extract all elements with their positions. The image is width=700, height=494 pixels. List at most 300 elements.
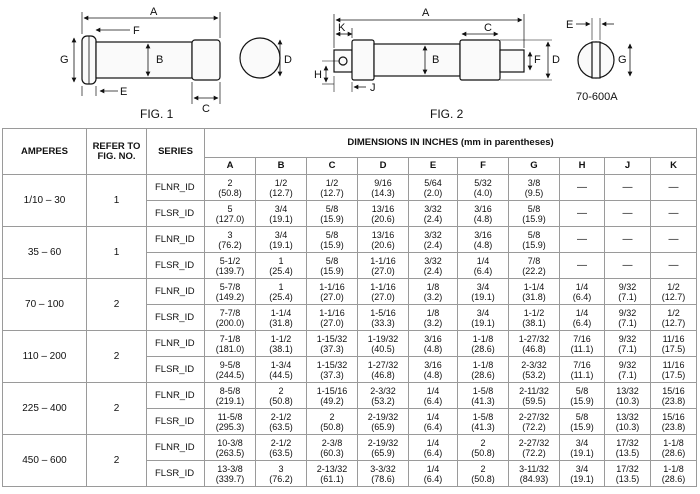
dimension-mm: (23.8) (661, 421, 686, 432)
dimension-mm: (149.2) (215, 291, 245, 302)
dimension-cell-e (409, 357, 458, 383)
dimension-inches: 2-27/32 (518, 437, 550, 448)
dimension-inches: 1-1/4 (270, 307, 292, 318)
dimension-cell-g (509, 175, 560, 201)
dimension-mm: (72.2) (522, 447, 546, 458)
dimension-cell-k (651, 331, 697, 357)
column-header-j: J (605, 158, 651, 175)
dimension-mm: (20.6) (371, 239, 395, 250)
dimension-cell-d (358, 461, 409, 487)
dimension-mm: (2.4) (423, 213, 443, 224)
dimension-mm: (37.3) (320, 343, 344, 354)
dimension-cell-h (560, 357, 605, 383)
dimension-cell-g (509, 461, 560, 487)
dimension-inches: 13/32 (616, 385, 639, 396)
dimension-cell-k (651, 305, 697, 331)
dimension-inches: 2 (329, 411, 335, 422)
dimension-cell-d (358, 331, 409, 357)
dimension-cell-g (509, 409, 560, 435)
dimension-inches: 1-1/2 (523, 307, 545, 318)
dimension-inches: 7/8 (527, 255, 541, 266)
fig-number-cell: 2 (87, 279, 147, 331)
dimension-mm: (11.1) (570, 369, 594, 380)
dimension-inches: — (668, 233, 679, 245)
dimension-cell-d (358, 409, 409, 435)
dimension-inches: 1-15/16 (316, 385, 348, 396)
dimension-cell-j (605, 279, 651, 305)
dimension-inches: 15/16 (662, 385, 685, 396)
dimension-cell-d (358, 305, 409, 331)
amperes-cell: 1/10 – 30 (3, 175, 87, 227)
dimension-mm: (6.4) (423, 447, 443, 458)
dimension-inches: 13/16 (371, 229, 395, 240)
dimension-mm: (27.0) (320, 317, 344, 328)
dimension-cell-b (256, 409, 307, 435)
dimension-inches: 1 (278, 281, 284, 292)
dimension-mm: (219.1) (215, 395, 245, 406)
dimension-cell-a (205, 227, 256, 253)
dimension-inches: — (577, 259, 587, 271)
dimension-cell-a (205, 383, 256, 409)
dimension-inches: 1/4 (575, 307, 589, 318)
amperes-cell: 70 – 100 (3, 279, 87, 331)
dimension-inches: 10-3/8 (217, 437, 243, 448)
fuse-drawings (0, 0, 700, 124)
dimension-cell-f (458, 435, 509, 461)
fig1-label-a: A (150, 6, 158, 18)
dimension-cell-j (605, 461, 651, 487)
dimension-mm: (14.3) (371, 187, 395, 198)
dimension-mm: (12.7) (269, 187, 293, 198)
dimension-inches: 3/4 (575, 437, 589, 448)
dimension-inches: 13/16 (371, 203, 395, 214)
dimension-cell-c (307, 383, 358, 409)
dimension-cell-a (205, 357, 256, 383)
series-cell: FLSR_ID (147, 201, 205, 227)
dimension-mm: (40.5) (371, 343, 395, 354)
dimension-cell-h (560, 201, 605, 227)
dimension-mm: (25.4) (269, 291, 293, 302)
dimension-cell-d (358, 253, 409, 279)
dimension-cell-c (307, 175, 358, 201)
dimension-mm: (2.4) (423, 265, 443, 276)
dimension-inches: 1-1/4 (523, 281, 545, 292)
dimension-inches: 1-27/32 (367, 359, 399, 370)
dimension-mm: (38.1) (522, 317, 546, 328)
dimension-inches: 2-19/32 (367, 437, 399, 448)
dimension-inches: 3/16 (474, 229, 492, 240)
dimension-mm: (127.0) (215, 213, 245, 224)
dimension-inches: 1/2 (274, 177, 288, 188)
dimension-mm: (3.2) (423, 317, 443, 328)
dimension-cell-k (651, 409, 697, 435)
dimension-mm: (53.2) (522, 369, 546, 380)
series-cell: FLNR_ID (147, 435, 205, 461)
dimension-inches: 5 (227, 203, 233, 214)
dimension-cell-b (256, 461, 307, 487)
dimension-inches: 1/8 (426, 307, 440, 318)
dimension-mm: (15.9) (320, 265, 344, 276)
dimension-cell-e (409, 409, 458, 435)
dimension-mm: (15.9) (570, 421, 594, 432)
dimension-inches: 1/4 (426, 385, 440, 396)
dimension-inches: 2 (480, 463, 486, 474)
dimension-cell-h (560, 331, 605, 357)
fig1-label-e: E (120, 86, 128, 98)
dimension-inches: 3/32 (424, 229, 442, 240)
dimension-inches: 1-15/32 (316, 359, 348, 370)
dimension-inches: 2-19/32 (367, 411, 399, 422)
fig-number-cell: 2 (87, 331, 147, 383)
dimension-inches: 13/32 (616, 411, 639, 422)
dimension-inches: 3-11/32 (519, 463, 549, 474)
fig1-label-f: F (133, 25, 140, 37)
dimension-mm: (139.7) (215, 265, 245, 276)
dimension-cell-f (458, 201, 509, 227)
dimension-cell-b (256, 227, 307, 253)
dimension-mm: (263.5) (215, 447, 245, 458)
dimension-inches: 3/4 (476, 307, 490, 318)
table-row (3, 331, 697, 357)
dimension-inches: 9/16 (374, 177, 392, 188)
fig2-label-k: K (338, 22, 346, 34)
dimension-mm: (44.5) (269, 369, 293, 380)
dimension-inches: 7-7/8 (219, 307, 241, 318)
dimension-inches: 5/8 (325, 203, 339, 214)
dimension-cell-h (560, 227, 605, 253)
dimension-mm: (4.8) (473, 213, 493, 224)
table-row (3, 279, 697, 305)
dimension-inches: 1/4 (426, 463, 440, 474)
dimension-cell-b (256, 331, 307, 357)
fig-number-cell: 2 (87, 383, 147, 435)
dimension-cell-c (307, 331, 358, 357)
dimension-cell-k (651, 435, 697, 461)
dimension-inches: 9-5/8 (219, 359, 241, 370)
fig2-caption: FIG. 2 (430, 107, 464, 121)
dimension-inches: 8-5/8 (219, 385, 241, 396)
dimension-cell-f (458, 227, 509, 253)
dimension-mm: (2.4) (423, 239, 443, 250)
dimension-cell-e (409, 331, 458, 357)
dimension-inches: 1-1/16 (319, 281, 345, 292)
series-cell: FLNR_ID (147, 227, 205, 253)
dimension-inches: 2-27/32 (518, 411, 550, 422)
dimension-inches: 2-1/2 (270, 411, 292, 422)
dimension-inches: 3 (278, 463, 284, 474)
dimension-inches: 5-1/2 (219, 255, 241, 266)
fig-number-cell: 1 (87, 227, 147, 279)
dimension-inches: 7/16 (573, 359, 591, 370)
table-row (3, 435, 697, 461)
series-cell: FLNR_ID (147, 383, 205, 409)
dimension-inches: 1-1/16 (319, 307, 345, 318)
dimension-inches: 2 (480, 437, 486, 448)
dimension-cell-c (307, 279, 358, 305)
dimension-cell-e (409, 279, 458, 305)
dimension-cell-k (651, 357, 697, 383)
dimension-cell-b (256, 435, 307, 461)
dimension-cell-h (560, 435, 605, 461)
dimension-inches: 3/32 (424, 203, 442, 214)
dimension-cell-a (205, 175, 256, 201)
dimension-cell-a (205, 279, 256, 305)
dimension-cell-j (605, 201, 651, 227)
dimension-mm: (15.9) (522, 239, 546, 250)
fig2-label-h: H (314, 69, 322, 81)
dimension-cell-g (509, 279, 560, 305)
dimension-mm: (6.4) (423, 473, 443, 484)
dimension-inches: 1-1/2 (270, 333, 292, 344)
dimension-cell-j (605, 409, 651, 435)
dimension-mm: (31.8) (269, 317, 293, 328)
dimension-inches: 1/2 (667, 281, 680, 292)
dimension-inches: — (577, 207, 587, 219)
dimension-mm: (50.8) (269, 395, 293, 406)
amperes-cell: 35 – 60 (3, 227, 87, 279)
dimension-cell-f (458, 305, 509, 331)
dimension-cell-j (605, 435, 651, 461)
fig1-label-b: B (156, 54, 164, 66)
dimension-cell-a (205, 435, 256, 461)
figures-area (0, 0, 700, 124)
dimension-inches: 2-3/32 (370, 385, 396, 396)
dimension-mm: (7.1) (618, 369, 637, 380)
dimension-cell-j (605, 227, 651, 253)
fig2-label-b: B (432, 54, 440, 66)
dimension-cell-a (205, 253, 256, 279)
table-body (3, 175, 697, 487)
dimension-inches: 1-1/16 (370, 281, 396, 292)
dimension-cell-e (409, 383, 458, 409)
dimension-cell-k (651, 383, 697, 409)
dimension-mm: (15.9) (570, 395, 594, 406)
dimension-mm: (84.93) (519, 473, 549, 484)
dimension-cell-d (358, 175, 409, 201)
dimension-inches: 5/8 (527, 229, 541, 240)
dimension-cell-c (307, 409, 358, 435)
series-cell: FLNR_ID (147, 175, 205, 201)
dimension-mm: (10.3) (615, 395, 640, 406)
dimension-inches: 3/16 (424, 333, 442, 344)
dimension-inches: — (668, 181, 679, 193)
dimension-inches: 3/8 (527, 177, 541, 188)
dimension-inches: 1-1/16 (370, 255, 396, 266)
dimension-inches: 3-3/32 (370, 463, 396, 474)
dimension-inches: 13-3/8 (217, 463, 243, 474)
dimension-mm: (15.9) (522, 213, 546, 224)
dimension-cell-j (605, 305, 651, 331)
dimension-mm: (9.5) (524, 187, 544, 198)
column-header-g: G (509, 158, 560, 175)
dimension-mm: (28.6) (661, 447, 686, 458)
fig2-label-j: J (370, 82, 376, 94)
dimension-mm: (4.8) (473, 239, 493, 250)
dimension-inches: 3/16 (424, 359, 442, 370)
dimension-cell-f (458, 253, 509, 279)
dimension-cell-f (458, 357, 509, 383)
dimension-cell-j (605, 175, 651, 201)
dimension-inches: 9/32 (618, 307, 637, 318)
fig3-label-g: G (618, 54, 627, 66)
dimension-cell-h (560, 253, 605, 279)
dimension-mm: (6.4) (423, 421, 443, 432)
series-cell: FLSR_ID (147, 253, 205, 279)
dimension-cell-b (256, 253, 307, 279)
dimension-mm: (3.2) (423, 291, 443, 302)
dimension-inches: 1-5/8 (472, 411, 494, 422)
dimension-inches: 11/16 (662, 359, 685, 370)
dimension-inches: — (577, 233, 587, 245)
dimension-cell-e (409, 201, 458, 227)
dimension-mm: (46.8) (371, 369, 395, 380)
dimension-inches: 1-5/16 (370, 307, 396, 318)
dimension-cell-c (307, 435, 358, 461)
dimension-mm: (63.5) (269, 421, 293, 432)
dimension-mm: (31.8) (522, 291, 546, 302)
dimension-inches: 1/4 (426, 437, 440, 448)
dimension-cell-c (307, 461, 358, 487)
dimension-cell-e (409, 253, 458, 279)
fig2-label-c: C (484, 22, 492, 34)
dimension-cell-g (509, 383, 560, 409)
dimension-mm: (11.1) (570, 343, 594, 354)
column-header-k: K (651, 158, 697, 175)
dimension-inches: 1-3/4 (270, 359, 292, 370)
fig2-label-f: F (534, 54, 541, 66)
dimension-inches: — (622, 233, 633, 245)
dimension-mm: (61.1) (320, 473, 344, 484)
column-header-h: H (560, 158, 605, 175)
dimension-mm: (46.8) (522, 343, 546, 354)
dimension-mm: (2.0) (423, 187, 443, 198)
dimension-mm: (23.8) (661, 395, 686, 406)
series-cell: FLNR_ID (147, 331, 205, 357)
dimension-cell-a (205, 331, 256, 357)
column-header-a: A (205, 158, 256, 175)
dimension-mm: (7.1) (618, 317, 637, 328)
dimension-inches: 3 (227, 229, 233, 240)
dimension-mm: (17.5) (661, 343, 686, 354)
dimension-inches: 1/4 (426, 411, 440, 422)
dimension-inches: 17/32 (616, 437, 639, 448)
dimension-cell-g (509, 201, 560, 227)
dimension-inches: 2-3/32 (521, 359, 547, 370)
dimension-mm: (6.4) (423, 395, 443, 406)
table-row (3, 175, 697, 201)
dimension-inches: 5/8 (575, 385, 589, 396)
table-row (3, 383, 697, 409)
dimension-cell-k (651, 201, 697, 227)
dimension-cell-g (509, 435, 560, 461)
dimension-cell-c (307, 253, 358, 279)
dimension-mm: (10.3) (615, 421, 640, 432)
fig2-label-d: D (552, 54, 560, 66)
dimension-mm: (4.0) (473, 187, 493, 198)
dimension-cell-j (605, 357, 651, 383)
dimension-mm: (339.7) (215, 473, 245, 484)
dimension-mm: (37.3) (320, 369, 344, 380)
dimension-inches: 3/4 (575, 463, 589, 474)
dimension-mm: (28.6) (661, 473, 686, 484)
dimension-cell-k (651, 227, 697, 253)
dimension-cell-h (560, 305, 605, 331)
dimension-inches: 3/32 (424, 255, 442, 266)
dimension-cell-f (458, 383, 509, 409)
amperes-cell: 110 – 200 (3, 331, 87, 383)
dimension-mm: (181.0) (215, 343, 245, 354)
dimension-cell-d (358, 357, 409, 383)
dimension-mm: (7.1) (618, 291, 637, 302)
dimension-cell-h (560, 409, 605, 435)
dimension-inches: 1/4 (575, 281, 589, 292)
column-header-f: F (458, 158, 509, 175)
dimension-cell-g (509, 227, 560, 253)
dimension-cell-b (256, 357, 307, 383)
dimension-inches: — (622, 181, 633, 193)
dimension-mm: (76.2) (218, 239, 242, 250)
dimension-inches: — (668, 207, 679, 219)
dimension-mm: (4.8) (423, 369, 443, 380)
dimension-mm: (28.6) (471, 369, 495, 380)
amperes-cell: 225 – 400 (3, 383, 87, 435)
dimension-cell-e (409, 305, 458, 331)
dimension-mm: (6.4) (572, 317, 592, 328)
dimensions-table-wrap (2, 128, 696, 487)
dimension-inches: 2-1/2 (270, 437, 292, 448)
fig2-label-a: A (422, 7, 430, 19)
dimension-cell-d (358, 279, 409, 305)
dimension-mm: (59.5) (522, 395, 546, 406)
dimension-mm: (13.5) (615, 447, 640, 458)
dimension-inches: 1/8 (426, 281, 440, 292)
dimension-inches: 1-1/8 (663, 437, 684, 448)
dimension-inches: 15/16 (662, 411, 685, 422)
dimension-inches: 1 (278, 255, 284, 266)
dimension-cell-d (358, 227, 409, 253)
header-refer-line2: FIG. NO. (97, 150, 136, 162)
dimension-inches: 7-1/8 (219, 333, 241, 344)
dimension-cell-d (358, 201, 409, 227)
fig2-drawing (322, 14, 630, 92)
dimension-cell-e (409, 461, 458, 487)
dimension-inches: 5/8 (575, 411, 589, 422)
dimension-mm: (28.6) (471, 343, 495, 354)
fig3-label-e: E (566, 19, 574, 31)
dimension-mm: (72.2) (522, 421, 546, 432)
dimension-mm: (49.2) (320, 395, 344, 406)
dimension-cell-e (409, 435, 458, 461)
dimension-mm: (295.3) (215, 421, 245, 432)
dimension-cell-a (205, 201, 256, 227)
fig1-label-g: G (60, 54, 69, 66)
dimension-cell-h (560, 383, 605, 409)
column-header-e: E (409, 158, 458, 175)
dimension-mm: (13.5) (615, 473, 640, 484)
dimension-cell-f (458, 461, 509, 487)
dimension-mm: (76.2) (269, 473, 293, 484)
dimension-inches: 1-1/8 (663, 463, 684, 474)
dimension-mm: (27.0) (371, 265, 395, 276)
dimension-inches: 1-19/32 (367, 333, 399, 344)
dimension-mm: (50.8) (471, 447, 495, 458)
dimension-inches: 11-5/8 (217, 411, 243, 422)
dimension-cell-b (256, 175, 307, 201)
dimension-cell-e (409, 227, 458, 253)
dimension-inches: 1-15/32 (316, 333, 348, 344)
dimension-mm: (27.0) (371, 291, 395, 302)
dimension-mm: (244.5) (215, 369, 245, 380)
